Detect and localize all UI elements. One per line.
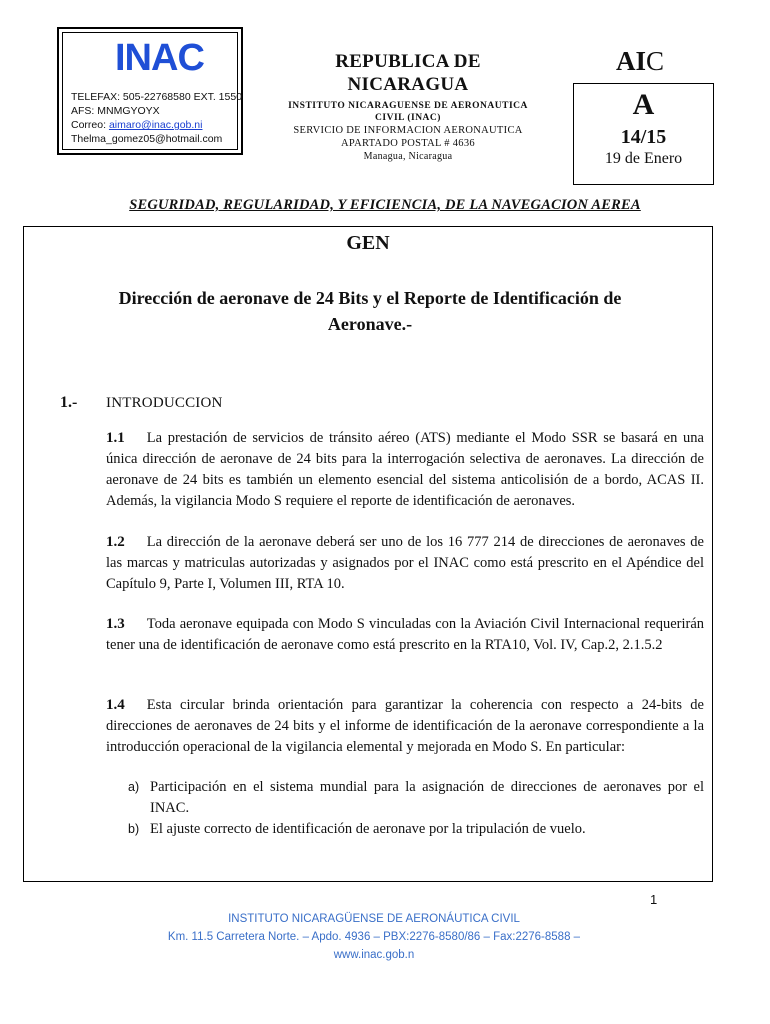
list-marker: a) [128,780,140,794]
service-name: SERVICIO DE INFORMACION AERONAUTICA [293,125,523,136]
page-number: 1 [650,892,658,907]
aic-number: 14/15 [620,126,667,148]
list-item [128,819,704,840]
paragraph-number: 1.3 [106,616,125,632]
paragraph-number: 1.2 [106,534,125,550]
section-title: INTRODUCCION [106,395,223,411]
paragraph-text: Toda aeronave equipada con Modo S vinculadas con la Aviación Civil Internacional requerirán tener una de identificación de aeronave como está prescrito en la RTA10, Vol. IV, Cap.2, 2.1.5.2 [106,616,704,653]
paragraph [106,532,704,595]
republic-line-2: NICARAGUA [347,74,469,95]
list-marker: b) [128,822,140,836]
republic-title [262,50,554,96]
logo-inner-frame [62,32,243,150]
title-line-1: Dirección de aeronave de 24 Bits y el Reporte de Identificación de [118,288,622,308]
paragraph-number: 1.1 [106,430,125,446]
aic-series: A [632,88,655,121]
contact-phone: TELEFAX: 505-22768580 EXT. 1550 [71,91,243,103]
republic-line-1: REPUBLICA DE [335,51,481,72]
paragraph-text: La dirección de la aeronave deberá ser uno de los 16 777 214 de direcciones de aeronaves de las marcas y matriculas autorizadas y asignados por el INAC como está prescrito en el Apéndice del Capítulo 9, Parte I, Volumen III, RTA 10. [106,534,704,592]
institute-name [262,100,554,124]
aic-box [573,83,714,185]
logo-contact-box [57,27,243,155]
email-link[interactable]: aimaro@inac.gob.ni [108,119,203,131]
title-line-2: Aeronave.- [327,314,413,334]
paragraph-text: Esta circular brinda orientación para garantizar la coherencia con respecto a 24-bits de direcciones de aeronaves de 24 bits y el informe de identificación de la aeronave correspondiente a la introducción operacional de la vigilancia elemental y mejorada en Modo S. En particular: [106,697,704,755]
institute-line-1: INSTITUTO NICARAGUENSE DE AERONAUTICA [288,101,528,111]
list-item [128,777,704,819]
aic-label-rest: C [646,46,665,76]
paragraph [106,695,704,758]
inac-logo: INAC [115,37,204,79]
paragraph [106,614,704,656]
city: Managua, Nicaragua [363,151,453,162]
footer-website[interactable]: www.inac.gob.n [333,949,415,961]
paragraph [106,428,704,512]
aic-date: 19 de Enero [604,150,683,167]
list-item-text: El ajuste correcto de identificación de aeronave por la tripulación de vuelo. [150,821,586,837]
footer-line-2: Km. 11.5 Carretera Norte. – Apdo. 4936 – PBX:2276-8580/86 – Fax:2276-8588 – [167,931,581,943]
category-heading: GEN [346,232,390,254]
email-label: Correo: [71,119,109,131]
contact-afs: AFS: MNMGYOYX [71,105,160,117]
footer-line-1: INSTITUTO NICARAGÜENSE DE AERONÁUTICA CIVIL [228,913,520,925]
document-title [70,285,670,337]
footer [100,910,648,964]
motto: SEGURIDAD, REGULARIDAD, Y EFICIENCIA, DE LA NAVEGACION AEREA [129,197,641,213]
section-number: 1.- [60,394,78,411]
aic-label-bold: AI [615,46,646,76]
postal-address: APARTADO POSTAL # 4636 [341,138,475,149]
paragraph-text: La prestación de servicios de tránsito aéreo (ATS) mediante el Modo SSR se basará en una única dirección de aeronave de 24 bits para la interrogación selectiva de aeronaves. La dirección de aeronave de 24 bits es también un elemento esencial del sistema anticolisión de a bordo, ACAS II. Además, la vigilancia Modo S requiere el reporte de identificación de aeronaves. [106,430,704,509]
contact-email-secondary: Thelma_gomez05@hotmail.com [71,133,223,145]
header-center [262,50,554,163]
contact-email-line [71,119,202,132]
institute-line-2: CIVIL (INAC) [375,113,441,123]
paragraph-number: 1.4 [106,697,125,713]
list-item-text: Participación en el sistema mundial para la asignación de direcciones de aeronaves por el INAC. [150,779,704,816]
aic-label [600,46,680,77]
